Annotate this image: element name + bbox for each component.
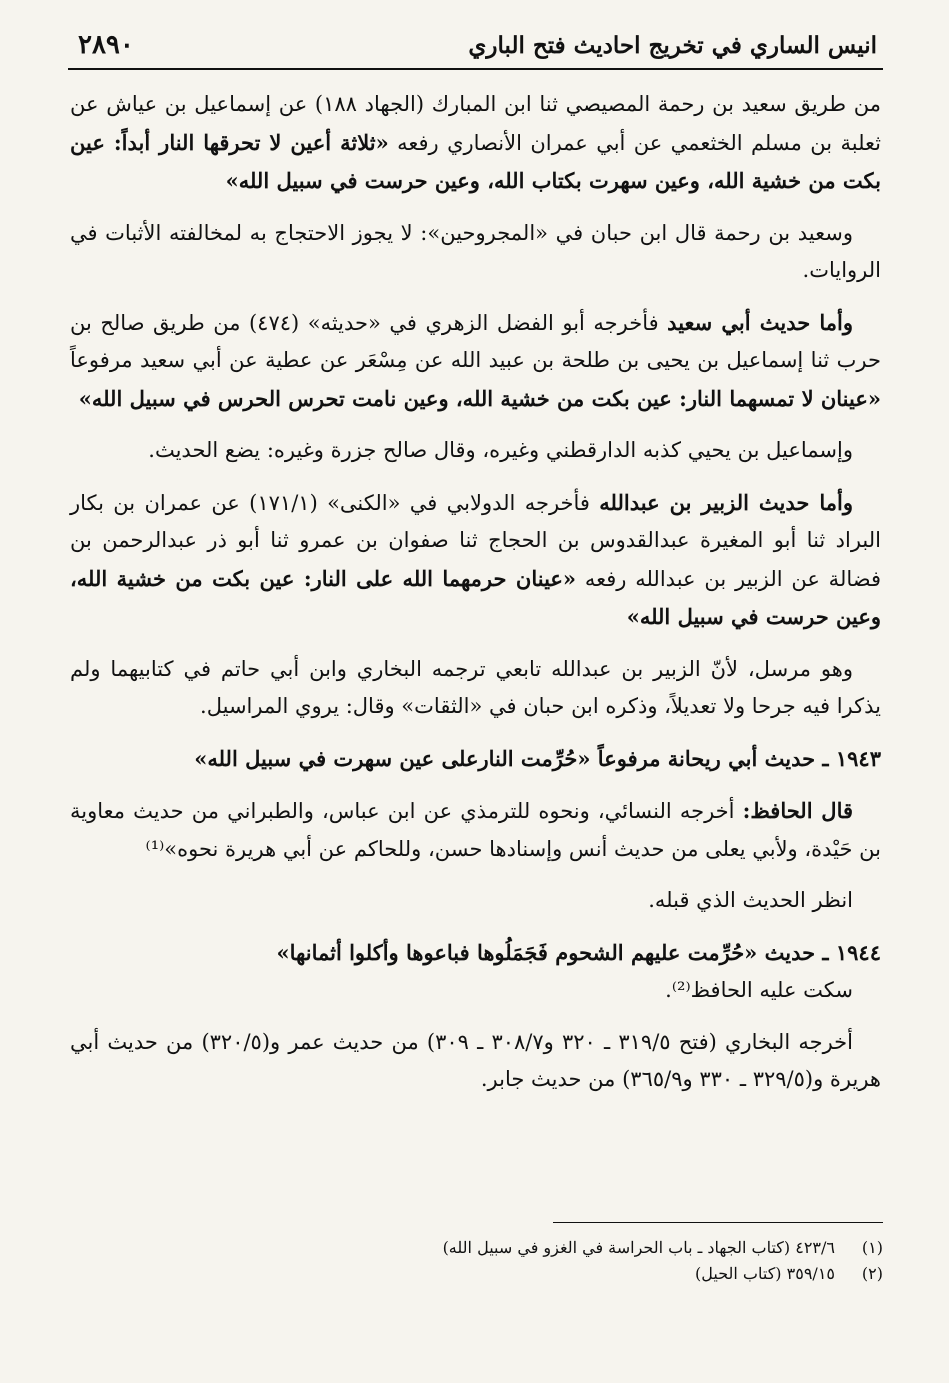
footnote: (١) ٤٢٣/٦ (كتاب الجهاد ـ باب الحراسة في الغزو في سبيل الله) — [442, 1238, 883, 1257]
page-number: ٢٨٩٠ — [78, 30, 134, 60]
page-header — [68, 28, 883, 70]
paragraph: وسعيد بن رحمة قال ابن حبان في «المجروحين»: لا يجوز الاحتجاج به لمخالفته الأثبات في الروايات. — [70, 220, 881, 282]
paragraph: وأما حديث الزبير بن عبدالله فأخرجه الدولابي في «الكنى» (١٧١/١) عن عمران بن بكار البراد ثنا أبو المغيرة عبدالقدوس بن الحجاج ثنا صفوان بن عمرو ثنا أبو ذر عبدالرحمن بن فضالة عن الزبير بن عبدالله رفعه «عينان حرمهما الله على النار: عين بكت من خشية الله، وعين حرست في سبيل الله» — [70, 489, 881, 629]
footnote: (٢) ٣٥٩/١٥ (كتاب الحيل) — [695, 1264, 883, 1283]
hadith-entry: ١٩٤٣ ـ حديث أبي ريحانة مرفوعاً «حُرِّمت النارعلى عين سهرت في سبيل الله» — [194, 745, 881, 771]
hadith-entry: ١٩٤٤ ـ حديث «حُرِّمت عليهم الشحوم فَجَمَلُوها فباعوها وأكلوا أثمانها» — [276, 939, 881, 965]
paragraph: سكت عليه الحافظ⁽²⁾. — [665, 978, 853, 1002]
paragraph: وإسماعيل بن يحيي كذبه الدارقطني وغيره، وقال صالح جزرة وغيره: يضع الحديث. — [148, 438, 853, 462]
footnotes — [70, 1222, 883, 1287]
paragraph: قال الحافظ: أخرجه النسائي، ونحوه للترمذي عن ابن عباس، والطبراني من حديث معاوية بن حَيْدة، ولأبي يعلى من حديث أنس وإسنادها حسن، وللحاكم عن أبي هريرة نحوه»⁽¹⁾ — [70, 798, 881, 861]
paragraph: من طريق سعيد بن رحمة المصيصي ثنا ابن المبارك (الجهاد ١٨٨) عن إسماعيل بن عياش عن ثعلبة بن مسلم الخثعمي عن أبي عمران الأنصاري رفعه «ثلاثة أعين لا تحرقها النار أبداً: عين بكت من خشية الله، وعين سهرت بكتاب الله، وعين حرست في سبيل الله» — [70, 92, 881, 193]
paragraph: وهو مرسل، لأنّ الزبير بن عبدالله تابعي ترجمه البخاري وابن أبي حاتم في كتابيهما ولم يذكرا فيه جرحا ولا تعديلاً، وذكره ابن حبان في «الثقات» وقال: يروي المراسيل. — [70, 656, 881, 718]
footnote-divider — [553, 1222, 883, 1223]
paragraph: أخرجه البخاري (فتح ٣١٩/٥ ـ ٣٢٠ و٣٠٨/٧ ـ ٣٠٩) من حديث عمر و(٣٢٠/٥) من حديث أبي هريرة و(٣٢٩/٥ ـ ٣٣٠ و٣٦٥/٩) من حديث جابر. — [70, 1029, 881, 1091]
running-title: انيس الساري في تخريج احاديث فتح الباري — [468, 32, 877, 59]
page-body — [70, 86, 881, 1099]
paragraph: انظر الحديث الذي قبله. — [648, 888, 853, 912]
paragraph: وأما حديث أبي سعيد فأخرجه أبو الفضل الزهري في «حديثه» (٤٧٤) من طريق صالح بن حرب ثنا إسماعيل بن يحيى بن طلحة بن عبيد الله عن مِسْعَر عن عطية عن أبي سعيد مرفوعاً «عينان لا تمسهما النار: عين بكت من خشية الله، وعين نامت تحرس الحرس في سبيل الله» — [70, 309, 881, 411]
